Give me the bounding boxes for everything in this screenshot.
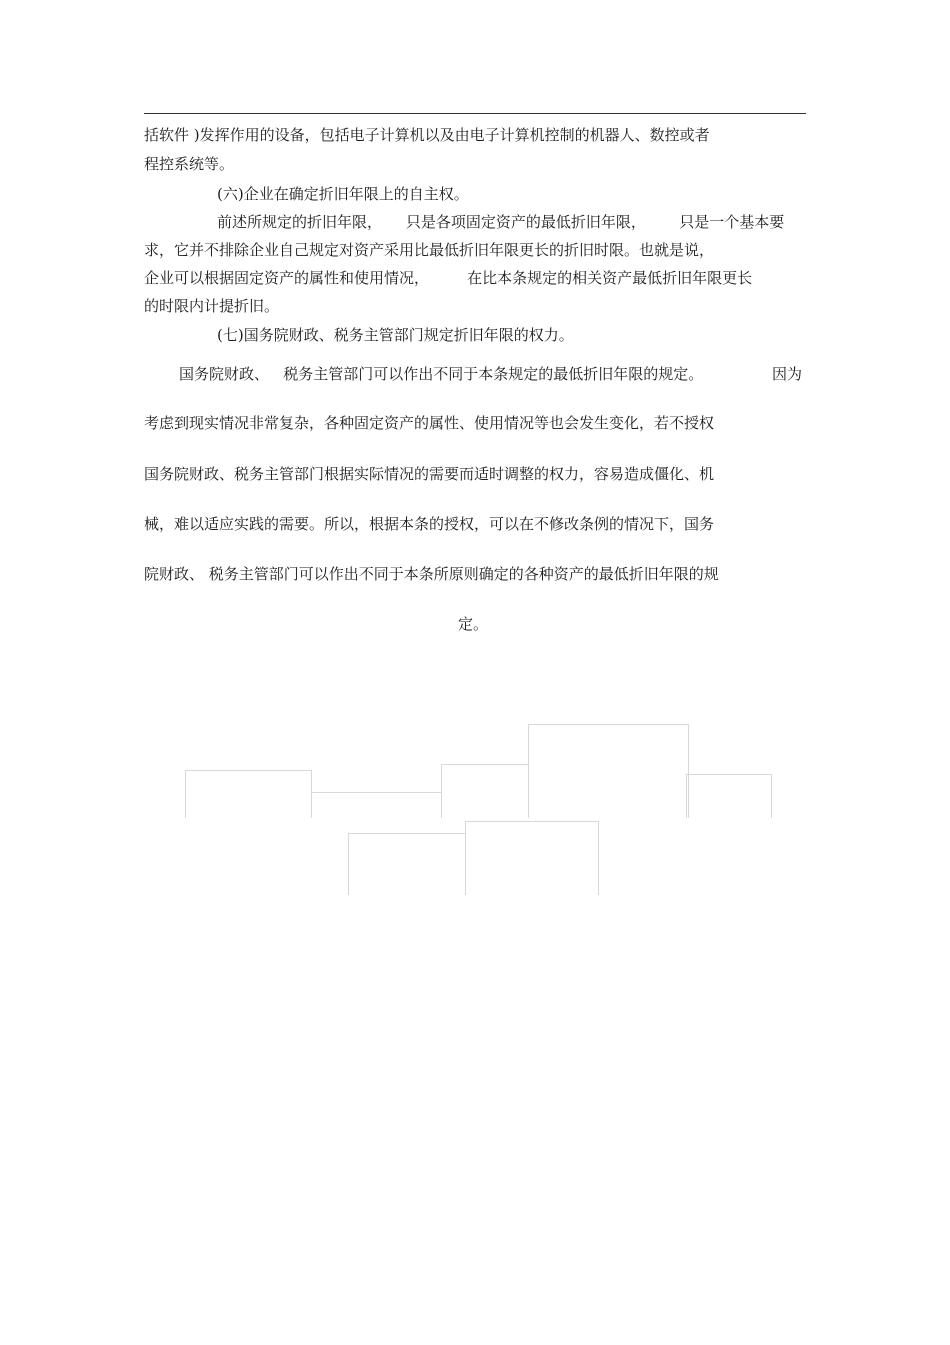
body-line-1: 括软件 )发挥作用的设备，包括电子计算机以及由电子计算机控制的机器人、数控或者: [144, 126, 710, 144]
placeholder-box-5: [686, 774, 772, 818]
placeholder-box-3: [441, 764, 529, 818]
body-line-6: 的时限内计提折旧。: [144, 297, 280, 315]
body-line-7: 国务院财政、 税务主管部门可以作出不同于本条规定的最低折旧年限的规定。: [179, 365, 704, 383]
section-heading-7: (七)国务院财政、税务主管部门规定折旧年限的权力。: [217, 326, 574, 344]
section-heading-6: (六)企业在确定折旧年限上的自主权。: [217, 185, 469, 203]
body-line-5: 企业可以根据固定资产的属性和使用情况， 在比本条规定的相关资产最低折旧年限更长: [144, 269, 753, 287]
body-line-4: 求，它并不排除企业自己规定对资产采用比最低折旧年限更长的折旧时限。也就是说，: [144, 241, 715, 259]
body-line-7-tail: 因为: [772, 365, 803, 383]
placeholder-box-2: [311, 792, 442, 818]
header-rule: [144, 113, 806, 114]
body-line-11: 院财政、 税务主管部门可以作出不同于本条所原则确定的各种资产的最低折旧年限的规: [144, 565, 719, 583]
body-line-3: 前述所规定的折旧年限， 只是各项固定资产的最低折旧年限， 只是一个基本要: [217, 213, 785, 231]
placeholder-box-1: [185, 770, 312, 818]
body-line-9: 国务院财政、税务主管部门根据实际情况的需要而适时调整的权力，容易造成僵化、机: [144, 465, 715, 483]
body-line-2: 程控系统等。: [144, 155, 235, 173]
placeholder-box-6: [348, 833, 466, 895]
placeholder-box-7: [465, 821, 599, 895]
body-line-12: 定。: [458, 615, 489, 633]
body-line-8: 考虑到现实情况非常复杂，各种固定资产的属性、使用情况等也会发生变化，若不授权: [144, 414, 715, 432]
placeholder-box-4: [528, 724, 689, 818]
body-line-10: 械，难以适应实践的需要。所以，根据本条的授权，可以在不修改条例的情况下，国务: [144, 515, 715, 533]
